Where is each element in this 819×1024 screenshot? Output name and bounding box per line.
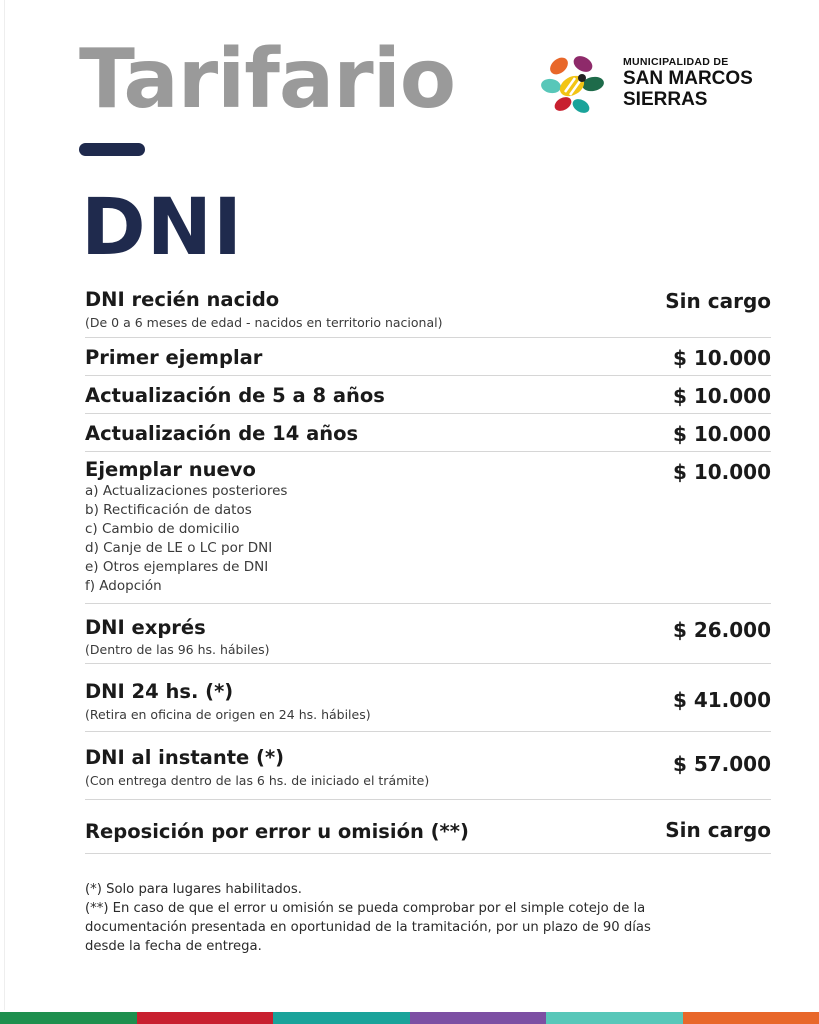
- sub-item-list: [85, 482, 287, 596]
- stripe-segment: [410, 1012, 547, 1024]
- row-name: Reposición por error u omisión (**): [85, 820, 469, 843]
- table-row: [85, 284, 771, 338]
- list-item: b) Rectificación de datos: [85, 502, 252, 518]
- row-price: $ 26.000: [672, 618, 771, 642]
- row-note: (De 0 a 6 meses de edad - nacidos en territorio nacional): [85, 315, 443, 330]
- logo-line-2: SAN MARCOS: [623, 68, 753, 89]
- stripe-segment: [546, 1012, 683, 1024]
- flower-bee-logo-icon: [537, 50, 617, 120]
- footnote-line: (**) En caso de que el error u omisión se pueda comprobar por el simple cotejo de la: [85, 901, 646, 916]
- table-row: [85, 376, 771, 414]
- row-name: Actualización de 5 a 8 años: [85, 384, 385, 407]
- row-price: $ 57.000: [672, 752, 771, 776]
- row-price: $ 10.000: [672, 346, 771, 370]
- color-stripe-footer: [0, 1012, 819, 1024]
- row-price: $ 10.000: [672, 460, 771, 484]
- row-name: Primer ejemplar: [85, 346, 263, 369]
- table-row: [85, 664, 771, 732]
- list-item: a) Actualizaciones posteriores: [85, 483, 288, 499]
- list-item: c) Cambio de domicilio: [85, 521, 240, 537]
- row-note: (Con entrega dentro de las 6 hs. de iniciado el trámite): [85, 773, 430, 788]
- table-row: [85, 452, 771, 604]
- tariff-sheet: [4, 0, 819, 1010]
- row-price: $ 41.000: [672, 688, 771, 712]
- row-price: Sin cargo: [665, 289, 771, 313]
- stripe-segment: [273, 1012, 410, 1024]
- row-name: Actualización de 14 años: [85, 422, 359, 445]
- stripe-segment: [137, 1012, 274, 1024]
- row-price: Sin cargo: [665, 818, 771, 842]
- stripe-segment: [683, 1012, 819, 1024]
- row-name: DNI recién nacido: [85, 288, 280, 311]
- table-row: [85, 732, 771, 800]
- table-row: [85, 414, 771, 452]
- row-name: DNI exprés: [85, 616, 206, 639]
- row-name: Ejemplar nuevo: [85, 458, 256, 481]
- footnote-line: (*) Solo para lugares habilitados.: [85, 882, 302, 897]
- row-price: $ 10.000: [672, 384, 771, 408]
- logo-line-3: SIERRAS: [623, 89, 708, 110]
- page-title: Tarifario: [79, 32, 456, 127]
- logo-line-1: MUNICIPALIDAD DE: [623, 56, 729, 68]
- footnote-line: documentación presentada en oportunidad de la tramitación, por un plazo de 90 días: [85, 920, 651, 935]
- footnote-line: desde la fecha de entrega.: [85, 939, 262, 954]
- footnotes: [85, 880, 775, 956]
- row-note: (Retira en oficina de origen en 24 hs. hábiles): [85, 707, 371, 722]
- row-name: DNI al instante (*): [85, 746, 285, 769]
- row-name: DNI 24 hs. (*): [85, 680, 234, 703]
- stripe-segment: [0, 1012, 137, 1024]
- municipality-logo: [537, 50, 777, 120]
- row-price: $ 10.000: [672, 422, 771, 446]
- table-row: [85, 604, 771, 664]
- list-item: d) Canje de LE o LC por DNI: [85, 540, 273, 556]
- table-row: [85, 800, 771, 854]
- tariff-table: [85, 284, 771, 854]
- row-note: (Dentro de las 96 hs. hábiles): [85, 642, 270, 657]
- title-underline-bar: [79, 143, 145, 156]
- list-item: f) Adopción: [85, 578, 162, 594]
- section-heading: DNI: [81, 183, 244, 273]
- list-item: e) Otros ejemplares de DNI: [85, 559, 269, 575]
- table-row: [85, 338, 771, 376]
